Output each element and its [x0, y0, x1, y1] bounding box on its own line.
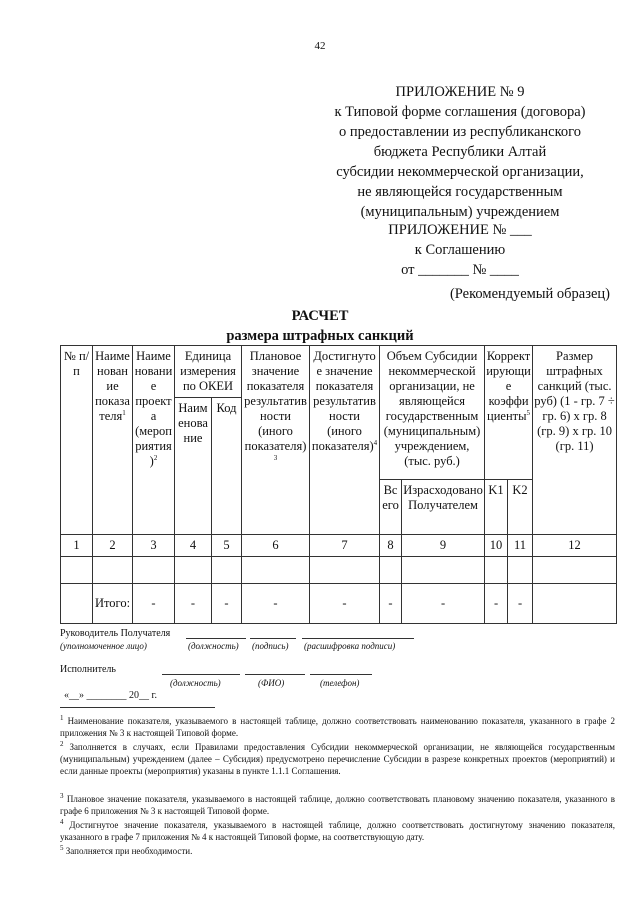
total-cell: -: [380, 584, 402, 624]
header-plan-value: Плановое значение показателя результативности (иного показателя)$^3$: [242, 346, 310, 535]
table-cell[interactable]: [242, 557, 310, 584]
footnote-5: $^5$ Заполняется при необходимости.: [60, 844, 193, 856]
appendix-header: [310, 82, 610, 222]
table-cell[interactable]: [310, 557, 380, 584]
footnote-3: $^3$ Плановое значение показателя, указываемого в настоящей таблице, должно соответствовать плановому значению показателя, указанного в графе 6 приложения № 3 к настоящей Типовой форме.: [60, 792, 615, 816]
position-line[interactable]: [186, 638, 246, 639]
table-cell[interactable]: [93, 557, 133, 584]
document-title: [0, 306, 640, 346]
recommended-sample: (Рекомендуемый образец): [449, 286, 610, 302]
footnote-4: $^4$ Достигнутое значение показателя, указываемого в настоящей таблице, должно соответствовать достигнутому значению показателя, указанного в графе 7 приложения № 4 к настоящей Типовой форме, на соответствующую дату.: [60, 818, 616, 842]
column-numbers-row: [61, 535, 617, 557]
penalty-calculation-table: [60, 345, 617, 624]
column-number: 11: [508, 535, 533, 557]
caption-decryption: (расшифровка подписи): [304, 641, 396, 651]
total-cell: -: [310, 584, 380, 624]
page-number: 42: [314, 40, 326, 52]
footnote-1: $^1$ Наименование показателя, указываемого в настоящей таблице, должно соответствовать наименованию показателя, указанного в графе 2 приложения № 3 к настоящей Типовой форме.: [60, 714, 615, 738]
header-achieved-value: Достигнутое значение показателя результативности (иного показателя)$^4$: [310, 346, 380, 535]
table-cell[interactable]: [212, 557, 242, 584]
total-cell: -: [175, 584, 212, 624]
header-unit-name: Наименование: [175, 398, 212, 535]
table-cell[interactable]: [533, 557, 617, 584]
signature-line[interactable]: [250, 638, 296, 639]
header-project: Наименование проекта (мероприятия)$^2$: [133, 346, 175, 535]
executor-position-line[interactable]: [162, 674, 240, 675]
executor-label: Исполнитель: [60, 664, 116, 675]
total-row: [61, 584, 617, 624]
total-cell: -: [402, 584, 485, 624]
header-unit: Единица измерения по ОКЕИ: [175, 346, 242, 398]
column-number: 3: [133, 535, 175, 557]
table-cell[interactable]: [175, 557, 212, 584]
total-cell: -: [242, 584, 310, 624]
agreement-appendix-line: ПРИЛОЖЕНИЕ № ___: [388, 222, 532, 238]
caption-executor-position: (должность): [170, 678, 221, 688]
header-coefficients: Корректирующие коэффициенты$^5$: [485, 346, 533, 480]
agreement-header: [360, 220, 560, 280]
total-cell: -: [212, 584, 242, 624]
header-line: ПРИЛОЖЕНИЕ № 9: [395, 84, 525, 100]
column-number: 7: [310, 535, 380, 557]
column-number: 5: [212, 535, 242, 557]
decryption-line[interactable]: [302, 638, 414, 639]
caption-authorized: (уполномоченное лицо): [60, 641, 147, 651]
total-cell: [533, 584, 617, 624]
title-line-1: РАСЧЕТ: [291, 308, 349, 324]
total-label: Итого:: [93, 584, 133, 624]
header-num: № п/п: [61, 346, 93, 535]
footnote-divider: [60, 707, 215, 708]
column-number: 4: [175, 535, 212, 557]
header-subsidy-spent: Израсходовано Получателем: [402, 480, 485, 535]
agreement-date-line: от _______ № ____: [401, 262, 519, 278]
head-label: Руководитель Получателя: [60, 628, 171, 639]
column-number: 2: [93, 535, 133, 557]
header-line: о предоставлении из республиканского: [338, 124, 581, 140]
column-number: 1: [61, 535, 93, 557]
agreement-ref-line: к Соглашению: [414, 242, 506, 258]
table-cell[interactable]: [402, 557, 485, 584]
executor-name-line[interactable]: [245, 674, 305, 675]
column-number: 6: [242, 535, 310, 557]
total-cell: -: [133, 584, 175, 624]
column-number: 10: [485, 535, 508, 557]
header-line: к Типовой форме соглашения (договора): [334, 104, 586, 120]
caption-executor-phone: (телефон): [320, 678, 360, 688]
header-subsidy: Объем Субсидии некоммерческой организации, не являющейся государственным (муниципальным) учреждением, (тыс. руб.): [380, 346, 485, 480]
header-line: субсидии некоммерческой организации,: [336, 164, 584, 180]
table-cell[interactable]: [133, 557, 175, 584]
executor-phone-line[interactable]: [310, 674, 372, 675]
title-line-2: размера штрафных санкций: [226, 328, 414, 344]
header-line: (муниципальным) учреждением: [360, 204, 560, 220]
header-k1: K1: [485, 480, 508, 535]
table-cell[interactable]: [508, 557, 533, 584]
table-cell[interactable]: [485, 557, 508, 584]
header-subsidy-total: Всего: [380, 480, 402, 535]
column-number: 12: [533, 535, 617, 557]
footnote-2: $^2$ Заполняется в случаях, если Правилами предоставления Субсидии некоммерческой организации, не являющейся государственным (муниципальным) учреждением (далее – Субсидия) предусмотрено перечисление Субсидии в разрезе конкретных проектов (мероприятий) и если данные проекты (мероприятия) указаны в пункте 1.1.1 Соглашения.: [60, 740, 616, 776]
table-cell[interactable]: [61, 557, 93, 584]
header-unit-code: Код: [212, 398, 242, 535]
caption-signature: (подпись): [252, 641, 289, 651]
header-line: бюджета Республики Алтай: [373, 144, 547, 160]
table-row: [61, 557, 617, 584]
caption-executor-name: (ФИО): [258, 678, 285, 688]
column-number: 9: [402, 535, 485, 557]
caption-position: (должность): [188, 641, 239, 651]
table-cell[interactable]: [380, 557, 402, 584]
column-number: 8: [380, 535, 402, 557]
total-cell: -: [485, 584, 508, 624]
date-line: «__» ________ 20__ г.: [64, 690, 157, 701]
total-cell: -: [508, 584, 533, 624]
header-k2: K2: [508, 480, 533, 535]
header-indicator: Наименование показателя$^1$: [93, 346, 133, 535]
table-cell[interactable]: [61, 584, 93, 624]
header-line: не являющейся государственным: [357, 184, 563, 200]
header-penalty-size: Размер штрафных санкций (тыс. руб) (1 - гр. 7 ÷ гр. 6) x гр. 8 (гр. 9) x гр. 10 (гр. 11): [533, 346, 617, 535]
